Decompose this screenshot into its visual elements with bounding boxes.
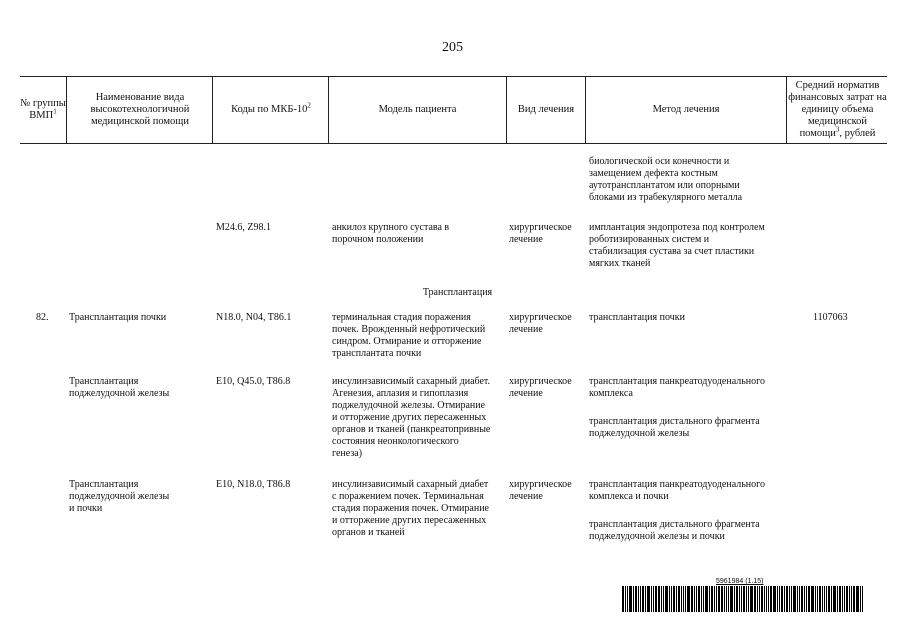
barcode-stripe: [824, 586, 825, 612]
barcode-stripe: [746, 586, 747, 612]
barcode-stripe: [638, 586, 639, 612]
barcode-stripe: [856, 586, 859, 612]
barcode-stripe: [696, 586, 697, 612]
barcode-stripe: [826, 586, 827, 612]
barcode-image: [622, 586, 887, 612]
barcode-stripe: [726, 586, 727, 612]
barcode-stripe: [743, 586, 745, 612]
barcode-stripe: [711, 586, 713, 612]
barcode-stripe: [655, 586, 657, 612]
barcode-stripe: [640, 586, 641, 612]
barcode-stripe: [839, 586, 841, 612]
footnote-marker: 1: [53, 107, 57, 116]
barcode-stripe: [853, 586, 855, 612]
barcode-stripe: [808, 586, 810, 612]
barcode-stripe: [817, 586, 818, 612]
barcode-stripe: [665, 586, 668, 612]
barcode-stripe: [685, 586, 686, 612]
barcode-stripe: [622, 586, 624, 612]
row-4-name: Трансплантация поджелудочной железы: [69, 376, 170, 399]
barcode-stripe: [716, 586, 717, 612]
barcode-stripe: [759, 586, 760, 612]
page-number: 205: [442, 40, 463, 55]
barcode-stripe: [849, 586, 850, 612]
row-4-type: хирургическое лечение: [509, 376, 572, 399]
header-cost-standard: [788, 77, 887, 143]
barcode-stripe: [691, 586, 693, 612]
barcode-stripe: [831, 586, 832, 612]
row-4-method: трансплантация панкреатодуоденального комплекса: [589, 376, 765, 399]
row-3-name: Трансплантация почки: [69, 312, 167, 323]
barcode-stripe: [768, 586, 769, 612]
barcode-stripe: [819, 586, 821, 612]
barcode-stripe: [705, 586, 708, 612]
barcode-stripe: [645, 586, 646, 612]
barcode-stripe: [739, 586, 740, 612]
barcode-stripe: [799, 586, 800, 612]
barcode-stripe: [676, 586, 677, 612]
header-care-name: [72, 77, 208, 143]
barcode-stripe: [846, 586, 848, 612]
row-3-codes: N18.0, N04, T86.1: [216, 312, 292, 323]
header-group-number: [20, 77, 66, 143]
row-5-method-alt: трансплантация дистального фрагмента поджелудочной железы и почки: [589, 519, 760, 542]
barcode-stripe: [761, 586, 763, 612]
barcode-stripe: [683, 586, 684, 612]
barcode-stripe: [815, 586, 816, 612]
barcode-stripe: [777, 586, 778, 612]
row-3-model: терминальная стадия поражения почек. Врожденный нефротический синдром. Отмирание и отторжение трансплантата почки: [332, 312, 486, 359]
barcode-stripe: [750, 586, 753, 612]
row-5-type: хирургическое лечение: [509, 479, 572, 502]
header-care-name-text: Наименование вида высокотехнологичной медицинской помощи: [90, 92, 190, 127]
header-icd-codes: [214, 77, 328, 143]
barcode-stripe: [673, 586, 675, 612]
column-divider: [786, 76, 787, 143]
header-treatment-type-text: Вид лечения: [517, 104, 575, 115]
barcode-stripe: [748, 586, 749, 612]
barcode-stripe: [635, 586, 637, 612]
barcode-stripe: [766, 586, 767, 612]
barcode-stripe: [651, 586, 652, 612]
row-5-model: инсулинзависимый сахарный диабет с поражением почек. Терминальная стадия поражения почек. Отмирание и отторжение других пересаженных органов и тканей: [332, 479, 489, 538]
barcode-stripe: [784, 586, 785, 612]
barcode-stripe: [718, 586, 720, 612]
barcode-stripe: [681, 586, 682, 612]
column-divider: [212, 76, 213, 143]
barcode-stripe: [862, 586, 863, 612]
barcode-stripe: [669, 586, 670, 612]
barcode-stripe: [764, 586, 765, 612]
row-1-codes: M24.6, Z98.1: [216, 222, 271, 233]
barcode-stripe: [661, 586, 662, 612]
barcode-stripe: [663, 586, 664, 612]
row-3-type: хирургическое лечение: [509, 312, 572, 335]
barcode-stripe: [714, 586, 715, 612]
row-1-type: хирургическое лечение: [509, 222, 572, 245]
barcode-stripe: [779, 586, 780, 612]
barcode-stripe: [789, 586, 790, 612]
row-4-model: инсулинзависимый сахарный диабет. Агенезия, аплазия и гипоплазия поджелудочной железы. Отмирание и отторжение других пересаженных органов и тканей (панкреатопривные состояния неонкологического генеза): [332, 376, 491, 459]
barcode-stripe: [627, 586, 628, 612]
row-3-cost: 1107063: [813, 312, 848, 323]
barcode-stripe: [757, 586, 758, 612]
barcode-stripe: [773, 586, 776, 612]
header-group-number-text: № группы ВМП: [20, 98, 66, 121]
barcode-stripe: [647, 586, 650, 612]
barcode-stripe: [721, 586, 723, 612]
row-4-method-alt: трансплантация дистального фрагмента поджелудочной железы: [589, 416, 760, 439]
barcode-stripe: [754, 586, 756, 612]
barcode-stripe: [801, 586, 803, 612]
barcode-stripe: [687, 586, 690, 612]
header-icd-codes-text: Коды по МКБ-10: [231, 104, 308, 115]
barcode-stripe: [730, 586, 733, 612]
barcode-stripe: [701, 586, 702, 612]
barcode-stripe: [806, 586, 807, 612]
barcode-stripe: [703, 586, 704, 612]
barcode-stripe: [724, 586, 725, 612]
barcode-stripe: [698, 586, 700, 612]
barcode-stripe: [770, 586, 772, 612]
barcode-number: 5961984 (1.15): [716, 578, 764, 585]
barcode-stripe: [678, 586, 680, 612]
barcode-stripe: [860, 586, 861, 612]
row-5-name: Трансплантация поджелудочной железы и почки: [69, 479, 170, 514]
row-3-method: трансплантация почки: [589, 312, 685, 323]
barcode-stripe: [811, 586, 814, 612]
barcode-stripe: [709, 586, 710, 612]
header-treatment-method-text: Метод лечения: [652, 104, 720, 115]
section-heading: Трансплантация: [422, 287, 493, 298]
barcode-stripe: [642, 586, 644, 612]
row-1-method: имплантация эндопротеза под контролем роботизированных систем и стабилизация сустава за счет пластики мягких тканей: [589, 222, 765, 269]
barcode-stripe: [804, 586, 805, 612]
barcode-stripe: [633, 586, 634, 612]
barcode-stripe: [797, 586, 798, 612]
barcode-stripe: [786, 586, 788, 612]
header-patient-model-text: Модель пациента: [378, 104, 457, 115]
barcode-stripe: [842, 586, 843, 612]
barcode-stripe: [736, 586, 738, 612]
barcode-stripe: [741, 586, 742, 612]
table-header-bottom-border: [20, 143, 887, 144]
barcode-stripe: [728, 586, 729, 612]
header-patient-model: [329, 77, 506, 143]
barcode-stripe: [791, 586, 792, 612]
barcode-stripe: [658, 586, 660, 612]
barcode-stripe: [734, 586, 735, 612]
row-5-codes: E10, N18.0, T86.8: [216, 479, 291, 490]
row-0-method: биологической оси конечности и замещением дефекта костным аутотрансплантатом или опорными блоками из трабекулярного металла: [589, 156, 743, 203]
barcode-stripe: [793, 586, 796, 612]
header-cost-standard-suffix: , рублей: [839, 128, 876, 139]
row-4-codes: E10, Q45.0, T86.8: [216, 376, 291, 387]
header-cost-standard-text: Средний норматив финансовых затрат на единицу объема медицинской помощи: [788, 80, 887, 139]
barcode-stripe: [653, 586, 654, 612]
row-1-model: анкилоз крупного сустава в порочном положении: [332, 222, 450, 245]
barcode-stripe: [694, 586, 695, 612]
header-treatment-type: [507, 77, 585, 143]
footnote-marker: 3: [835, 125, 840, 134]
barcode-stripe: [822, 586, 823, 612]
barcode-stripe: [833, 586, 836, 612]
barcode-stripe: [629, 586, 632, 612]
barcode-stripe: [837, 586, 838, 612]
barcode-stripe: [625, 586, 626, 612]
footnote-marker: 2: [307, 101, 311, 110]
header-treatment-method: [586, 77, 786, 143]
row-5-method: трансплантация панкреатодуоденального комплекса и почки: [589, 479, 765, 502]
barcode-stripe: [671, 586, 672, 612]
barcode-stripe: [844, 586, 845, 612]
barcode-stripe: [828, 586, 830, 612]
barcode-stripe: [781, 586, 783, 612]
barcode-stripe: [851, 586, 852, 612]
column-divider: [66, 76, 67, 143]
row-3-group: 82.: [36, 312, 49, 323]
